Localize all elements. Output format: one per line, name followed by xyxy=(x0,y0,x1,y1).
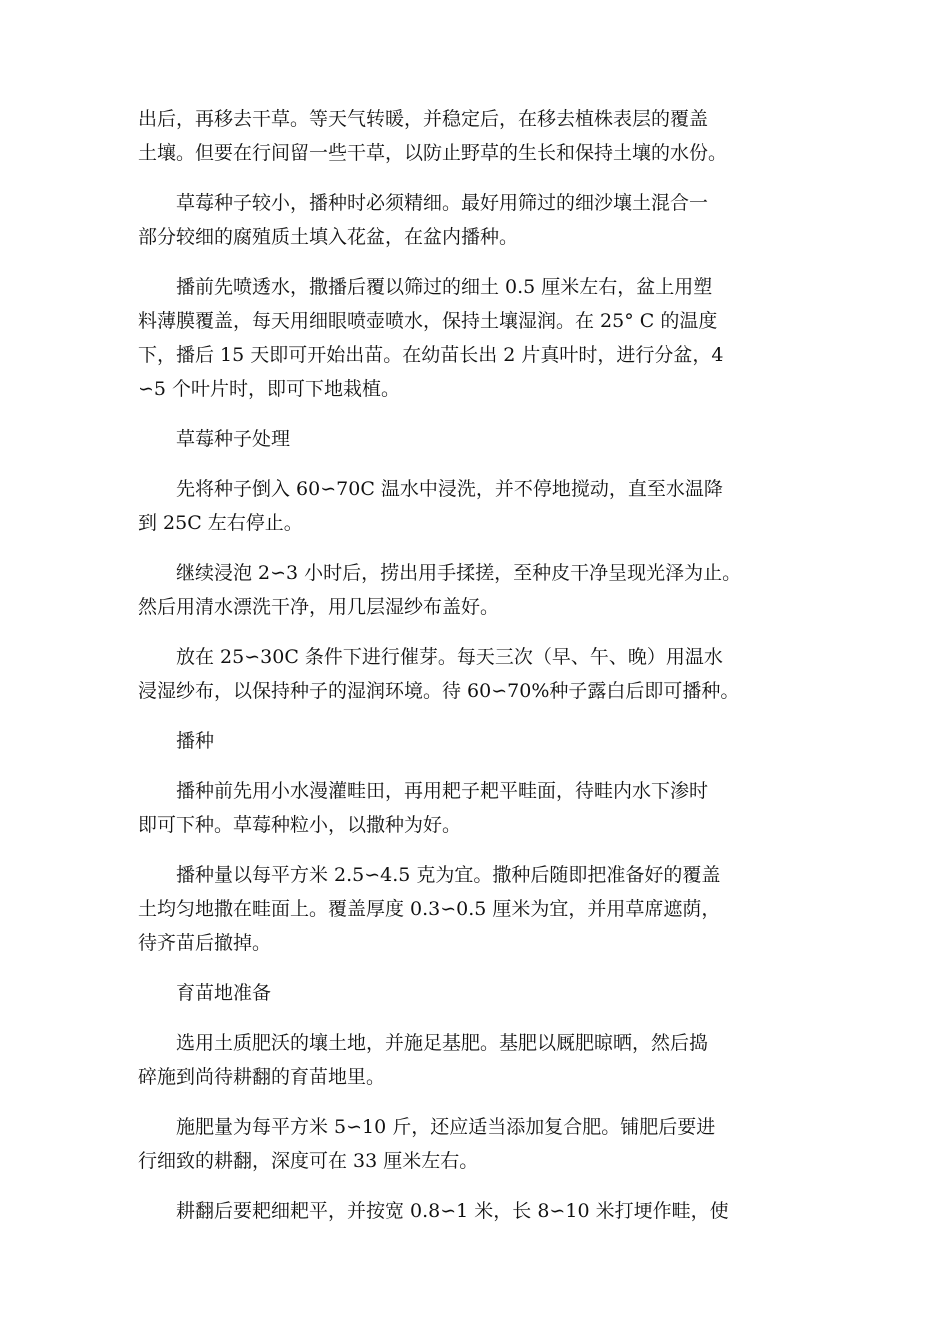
heading-sowing: 播种 xyxy=(176,730,215,752)
paragraph-cover-removal: 出后，再移去干草。等天气转暖，并稳定后，在移去植株表层的覆盖 土壤。但要在行间留一些干草，以防止野草的生长和保持土壤的水份。 xyxy=(138,108,728,164)
document-body xyxy=(138,102,818,1244)
paragraph-sowing-watering: 播前先喷透水，撒播后覆以筛过的细土 0.5 厘米左右，盆上用塑 料薄膜覆盖，每天用细眼喷壶喷水，保持土壤湿润。在 25° C 的温度 下，播后 15 天即可开始出苗。在幼苗长出 2 片真叶时，进行分盆，4 ∽5 个叶片时，即可下地栽植。 xyxy=(138,276,724,400)
paragraph-seed-size: 草莓种子较小，播种时必须精细。最好用筛过的细沙壤土混合一 部分较细的腐殖质土填入花盆，在盆内播种。 xyxy=(138,192,709,248)
heading-seed-treatment: 草莓种子处理 xyxy=(176,428,291,450)
heading-nursery-prep: 育苗地准备 xyxy=(176,982,272,1004)
paragraph-fertilizer-amount: 施肥量为每平方米 5∽10 斤，还应适当添加复合肥。铺肥后要进 行细致的耕翻，深度可在 33 厘米左右。 xyxy=(138,1116,716,1172)
paragraph-soil-fertilizer: 选用土质肥沃的壤土地，并施足基肥。基肥以厩肥晾晒，然后捣 碎施到尚待耕翻的育苗地里。 xyxy=(138,1032,709,1088)
paragraph-bed-irrigation: 播种前先用小水漫灌畦田，再用耙子耙平畦面，待畦内水下渗时 即可下种。草莓种粒小，以撒种为好。 xyxy=(138,780,709,836)
paragraph-seed-soaking: 先将种子倒入 60∽70C 温水中浸洗，并不停地搅动，直至水温降 到 25C 左右停止。 xyxy=(138,478,723,534)
paragraph-sowing-rate: 播种量以每平方米 2.5∽4.5 克为宜。撒种后随即把准备好的覆盖 土均匀地撒在畦面上。覆盖厚度 0.3∽0.5 厘米为宜，并用草席遮荫， 待齐苗后撤掉。 xyxy=(138,864,721,954)
paragraph-seed-rubbing: 继续浸泡 2∽3 小时后，捞出用手揉搓，至种皮干净呈现光泽为止。 然后用清水漂洗干净，用几层湿纱布盖好。 xyxy=(138,562,742,618)
paragraph-bed-making: 耕翻后要耙细耙平，并按宽 0.8∽1 米，长 8∽10 米打埂作畦，使 xyxy=(138,1200,729,1222)
paragraph-germination: 放在 25∽30C 条件下进行催芽。每天三次（早、午、晚）用温水 浸湿纱布，以保持种子的湿润环境。待 60∽70%种子露白后即可播种。 xyxy=(138,646,740,702)
